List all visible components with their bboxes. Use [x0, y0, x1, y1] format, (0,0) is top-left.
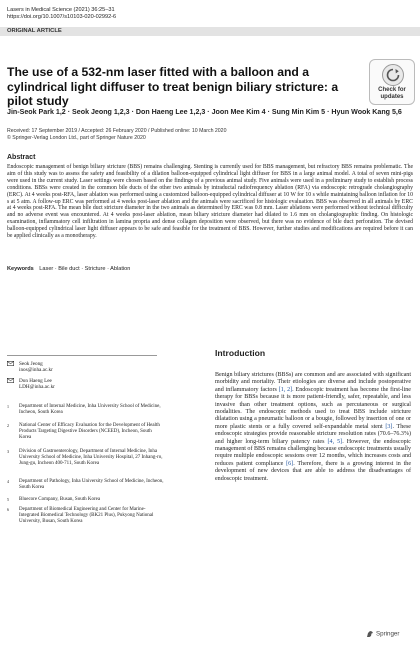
footnote-divider [7, 355, 157, 356]
abstract-heading: Abstract [7, 154, 36, 161]
affiliation-number: 2 [7, 423, 9, 428]
keywords [7, 266, 130, 272]
affiliation-text: Division of Gastroenterology, Department of Internal Medicine, Inha University School of Medicine, Inha University Hospital, 27 Inhang-ro, Jung-gu, Incheon 400-711, South Korea [19, 449, 163, 467]
affiliation-text: Department of Pathology, Inha University School of Medicine, Incheon, South Korea [19, 479, 164, 491]
citation-link[interactable]: [6] [286, 460, 294, 467]
citation-link[interactable]: [3] [385, 423, 393, 430]
affiliation-number: 3 [7, 449, 9, 454]
introduction-heading: Introduction [215, 348, 266, 358]
affiliation-text: Bluecore Company, Busan, South Korea [19, 497, 101, 502]
contact-email[interactable]: LDH@inha.ac.kr [19, 384, 55, 391]
citation-link[interactable]: [4, 5] [327, 438, 343, 445]
intro-text-part: . Endoscopic treatment has become the first-line therapy for BBSs because it is more patient-friendly, safer, repeatable, and less invasive than other treatment options, such as percutaneous or surgical modalities. The endoscopic methods used to treat BBS include stricture dilatation using a pneumatic balloon or a bougie, followed by insertion of one or more plastic stents or a fully covered self-expandable metal stent [215, 386, 411, 430]
affiliation-text: National Center of Efficacy Evaluation for the Development of Health Products Targeting Digestive Disorders (NCEED), Incheon, South Korea [19, 423, 160, 441]
intro-text-part: . These endoscopic strategies provide reasonable stricture resolution rates (70.6–76.3%) and higher long-term biliary patency rates [215, 423, 411, 445]
article-title: The use of a 532-nm laser fitted with a balloon and a cylindrical light diffuser to treat benign biliary stricture: a pilot study [7, 65, 339, 108]
publication-dates: Received: 17 September 2019 / Accepted: 26 February 2020 / Published online: 10 March 2020 [7, 128, 227, 134]
journal-header [7, 7, 116, 21]
affiliation-text: Department of Biomedical Engineering and Center for Marine-Integrated Biomedical Technology (BK21 Plus), Pukyong National University, Busan, South Korea [19, 507, 154, 525]
journal-citation: Lasers in Medical Science (2021) 36:25–31 [7, 7, 115, 13]
author-list: Jin-Seok Park 1,2 · Seok Jeong 1,2,3 · Don Haeng Lee 1,2,3 · Joon Mee Kim 4 · Sung Min Kim 5 · Hyun Wook Kang 5,6 [7, 108, 402, 116]
copyright-line: © Springer-Verlag London Ltd., part of Springer Nature 2020 [7, 134, 146, 141]
article-dates [7, 128, 226, 141]
intro-text-part: Benign biliary strictures (BBSs) are common and are associated with significant morbidity and mortality. Their etiologies are diverse and include postoperative and inflammatory factors [215, 372, 411, 393]
contact-name: Don Haeng Lee [19, 378, 52, 384]
intro-text-part: . However, the endoscopic management of BBS remains challenging because endoscopic treatments usually require multiple endoscopic sessions over 12 months, which increases costs and reduces patient compliance [215, 438, 411, 467]
update-check-icon [382, 64, 404, 86]
keywords-list: Laser · Bile duct · Stricture · Ablation [39, 266, 131, 272]
publisher-name: Springer [376, 630, 400, 638]
badge-line2: updates [380, 94, 404, 100]
introduction-text [215, 372, 411, 483]
contact-email[interactable]: inos@inha.ac.kr [19, 367, 53, 374]
keywords-label: Keywords [7, 266, 34, 272]
affiliation-number: 4 [7, 479, 9, 484]
article-type-bar [0, 27, 420, 36]
springer-horse-icon [366, 630, 374, 638]
affiliation-number: 1 [7, 404, 9, 409]
publisher-logo [366, 630, 399, 638]
abstract-text: Endoscopic management of benign biliary stricture (BBS) remains challenging. Stenting is currently used for BBS management, but refractory BBS remains problematic. The aim of this study was to assess the safety and feasibility of a dilation balloon-equipped cylindrical light diffuser for BBS in a large animal model. A total of seven mini-pigs were used in the current study. Laser settings were chosen based on the findings of a previous animal study. Five animals were used in a preliminary study to establish process conditions. BBSs were created in the common bile ducts of the other two animals by intraductal radiofrequency ablation (RFA) via endoscopic retrograde cholangiography (ERC). At 4 weeks post-RFA, laser ablation was performed using a customized balloon-equipped cylindrical diffuser at 10 W for 10 s while maintaining balloon inflation for 10 s at 5 atm. A follow-up ERC was performed at 4 weeks post-laser ablation and the animals were sacrificed for histologic evaluation. BBS was observed in all animals by ERC at 4 weeks post-RFA. The mean bile duct stricture diameter in the two animals as determined by ERC was 0.8 mm. Laser ablations were performed without technical difficulty and no adverse event was encountered. At 4 weeks post-laser ablation, mean biliary stricture diameter had dilated to 1.6 mm on cholangiographic finding. On histologic examination, inflammatory cell infiltration in lamina propria and dense collagen deposition were observed, but there was no evidence of bile duct perforation. The devised balloon-equipped cylindrical laser light diffuser appears to be safe and feasible for the treatment of BBS. However, further studies and modifications are required before it can be applied clinically as a monotherapy. [7, 164, 413, 240]
article-type-label: ORIGINAL ARTICLE [7, 28, 62, 34]
intro-text-part: . Therefore, there is a growing interest in the development of new devices that are able to address the disadvantages of endoscopic treatment. [215, 460, 411, 482]
envelope-icon [7, 361, 14, 368]
journal-doi[interactable]: https://doi.org/10.1007/s10103-020-02992-6 [7, 14, 117, 21]
citation-link[interactable]: [1, 2] [278, 386, 293, 393]
check-for-updates-badge[interactable] [369, 59, 415, 105]
envelope-icon [7, 378, 14, 385]
affiliation-text: Department of Internal Medicine, Inha University School of Medicine, Incheon, South Korea [19, 404, 161, 416]
affiliation-number: 6 [7, 507, 9, 512]
affiliation-number: 5 [7, 497, 9, 502]
contact-name: Seok Jeong [19, 361, 43, 367]
badge-line1: Check for [378, 87, 406, 93]
